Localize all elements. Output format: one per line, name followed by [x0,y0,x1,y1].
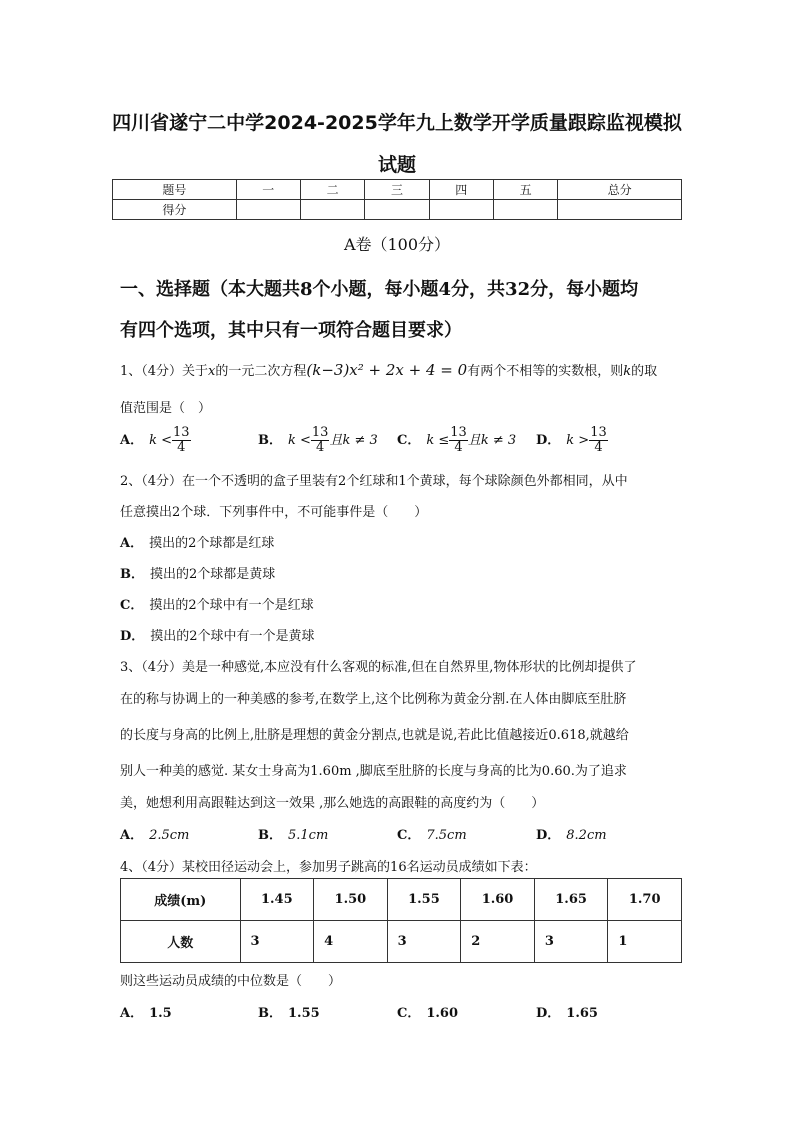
q1-option-d [536,426,608,455]
option-letter: D． [120,629,145,644]
q3-option-b [258,824,328,843]
score-cell: 三 [365,180,429,200]
option-text: 8.2cm [566,828,607,843]
q2-option-a [120,532,274,551]
option-pre: k > [566,433,590,448]
table-cell: 3 [387,921,461,963]
q3-option-c [397,824,467,843]
q1-option-c [397,426,516,455]
q1-line1 [120,360,657,379]
table-cell: 3 [534,921,608,963]
fraction-denominator: 4 [454,440,463,455]
option-post: 且k ≠ 3 [467,433,517,448]
option-letter: B． [258,1006,282,1021]
q1-suffix2: 的取 [631,364,658,379]
q4-option-a [120,1002,172,1021]
fraction-numerator: 13 [173,425,190,440]
option-text: 2.5cm [149,828,190,843]
q3-line1: 3、（4分）美是一种感觉,本应没有什么客观的标准,但在自然界里,物体形状的比例却提供了 [120,660,637,675]
option-pre: k < [149,433,172,448]
table-cell: 1.60 [461,879,535,921]
fraction [311,426,330,455]
fraction-denominator: 4 [177,440,186,455]
q4-line1: 4、（4分）某校田径运动会上，参加男子跳高的16名运动员成绩如下表： [120,860,537,875]
option-letter: B． [120,567,144,582]
score-table [112,179,682,220]
q4-option-d [536,1002,598,1021]
table-row [121,879,682,921]
q2-line2: 任意摸出2个球．下列事件中，不可能事件是（ ） [120,505,428,520]
fraction-denominator: 4 [594,440,603,455]
option-pre: k ≤ [426,433,450,448]
q2-option-b [120,563,275,582]
fraction [449,426,468,455]
q4-option-b [258,1002,320,1021]
score-cell-empty [236,200,300,220]
option-letter: A． [120,1006,144,1021]
option-letter: C． [397,433,421,448]
q3-line5: 美，她想利用高跟鞋达到这一效果 ,那么她选的高跟鞋的高度约为（ ） [120,796,545,811]
fraction [589,426,608,455]
exam-title-line1: 四川省遂宁二中学2024-2025学年九上数学开学质量跟踪监视模拟 [112,112,682,134]
option-text: 1.60 [426,1006,459,1021]
q2-option-d [120,625,315,644]
option-letter: C． [397,828,421,843]
option-text: 摸出的2个球中有一个是黄球 [150,629,315,644]
score-cell-empty [429,200,493,220]
table-cell: 人数 [121,921,241,963]
option-text: 1.5 [149,1006,172,1021]
option-text: 1.65 [566,1006,598,1021]
score-cell-empty [365,200,429,220]
q4-option-c [397,1002,458,1021]
q1-var-x: x [208,364,216,379]
section-a-heading: A卷（100分） [343,235,451,254]
score-table-header-row [113,180,682,200]
part1-heading-line2: 有四个选项，其中只有一项符合题目要求） [120,320,462,341]
option-text: 摸出的2个球都是黄球 [150,567,276,582]
option-letter: A． [120,828,144,843]
q1-var-k: k [623,364,632,379]
option-letter: A． [120,536,144,551]
q3-option-a [120,824,189,843]
option-pre: k < [288,433,311,448]
option-letter: D． [536,433,561,448]
option-letter: C． [397,1006,421,1021]
table-cell: 成绩(m) [121,879,241,921]
score-cell: 题号 [113,180,237,200]
score-cell: 二 [300,180,364,200]
q4-results-table [120,878,682,963]
table-cell: 1.50 [314,879,388,921]
table-cell: 1.45 [240,879,314,921]
exam-title-line2: 试题 [377,154,416,176]
score-cell-empty [558,200,682,220]
option-letter: A． [120,433,144,448]
option-text: 5.1cm [288,828,329,843]
q1-suffix: 有两个不相等的实数根，则 [467,364,624,379]
fraction-numerator: 13 [590,425,607,440]
score-table-score-row [113,200,682,220]
option-text: 摸出的2个球中有一个是红球 [149,598,314,613]
score-cell-empty [300,200,364,220]
fraction-denominator: 4 [316,440,325,455]
option-letter: C． [120,598,144,613]
table-row [121,921,682,963]
option-text: 7.5cm [426,828,467,843]
option-text: 1.55 [288,1006,320,1021]
q1-mid: 的一元二次方程 [215,364,307,379]
score-cell: 五 [493,180,557,200]
fraction [172,426,191,455]
score-cell: 得分 [113,200,237,220]
q3-line2: 在的称与协调上的一种美感的参考,在数学上,这个比例称为黄金分割.在人体由脚底至肚脐 [120,692,627,707]
option-post: 且k ≠ 3 [329,433,378,448]
q1-option-b [258,426,378,455]
score-cell: 四 [429,180,493,200]
option-letter: D． [536,1006,561,1021]
fraction-numerator: 13 [311,425,329,440]
q4-line2: 则这些运动员成绩的中位数是（ ） [120,974,342,989]
q1-option-a [120,426,191,455]
score-cell: 一 [236,180,300,200]
fraction-numerator: 13 [450,425,467,440]
option-text: 摸出的2个球都是红球 [149,536,275,551]
score-cell: 总分 [558,180,682,200]
q1-prefix: 1、（4分）关于 [120,364,209,379]
q3-line3: 的长度与身高的比例上,肚脐是理想的黄金分割点,也就是说,若此比值越接近0.618,就越给 [120,728,629,743]
q3-line4: 别人一种美的感觉. 某女士身高为1.60m ,脚底至肚脐的长度与身高的比为0.60.为了追求 [120,764,627,779]
score-cell-empty [493,200,557,220]
table-cell: 1.65 [534,879,608,921]
part1-heading-line1: 一、选择题（本大题共8个小题，每小题4分，共32分，每小题均 [120,279,639,300]
table-cell: 1.55 [387,879,461,921]
table-cell: 3 [240,921,314,963]
option-letter: B． [258,433,282,448]
option-letter: B． [258,828,282,843]
table-cell: 1.70 [608,879,682,921]
q2-line1: 2、（4分）在一个不透明的盒子里装有2个红球和1个黄球，每个球除颜色外都相同，从中 [120,474,628,489]
table-cell: 2 [461,921,535,963]
option-letter: D． [536,828,561,843]
q1-equation: (k−3)x² + 2x + 4 = 0 [306,361,468,379]
q2-option-c [120,594,314,613]
q3-option-d [536,824,607,843]
table-cell: 4 [314,921,388,963]
table-cell: 1 [608,921,682,963]
q1-line2: 值范围是（ ） [120,401,212,416]
